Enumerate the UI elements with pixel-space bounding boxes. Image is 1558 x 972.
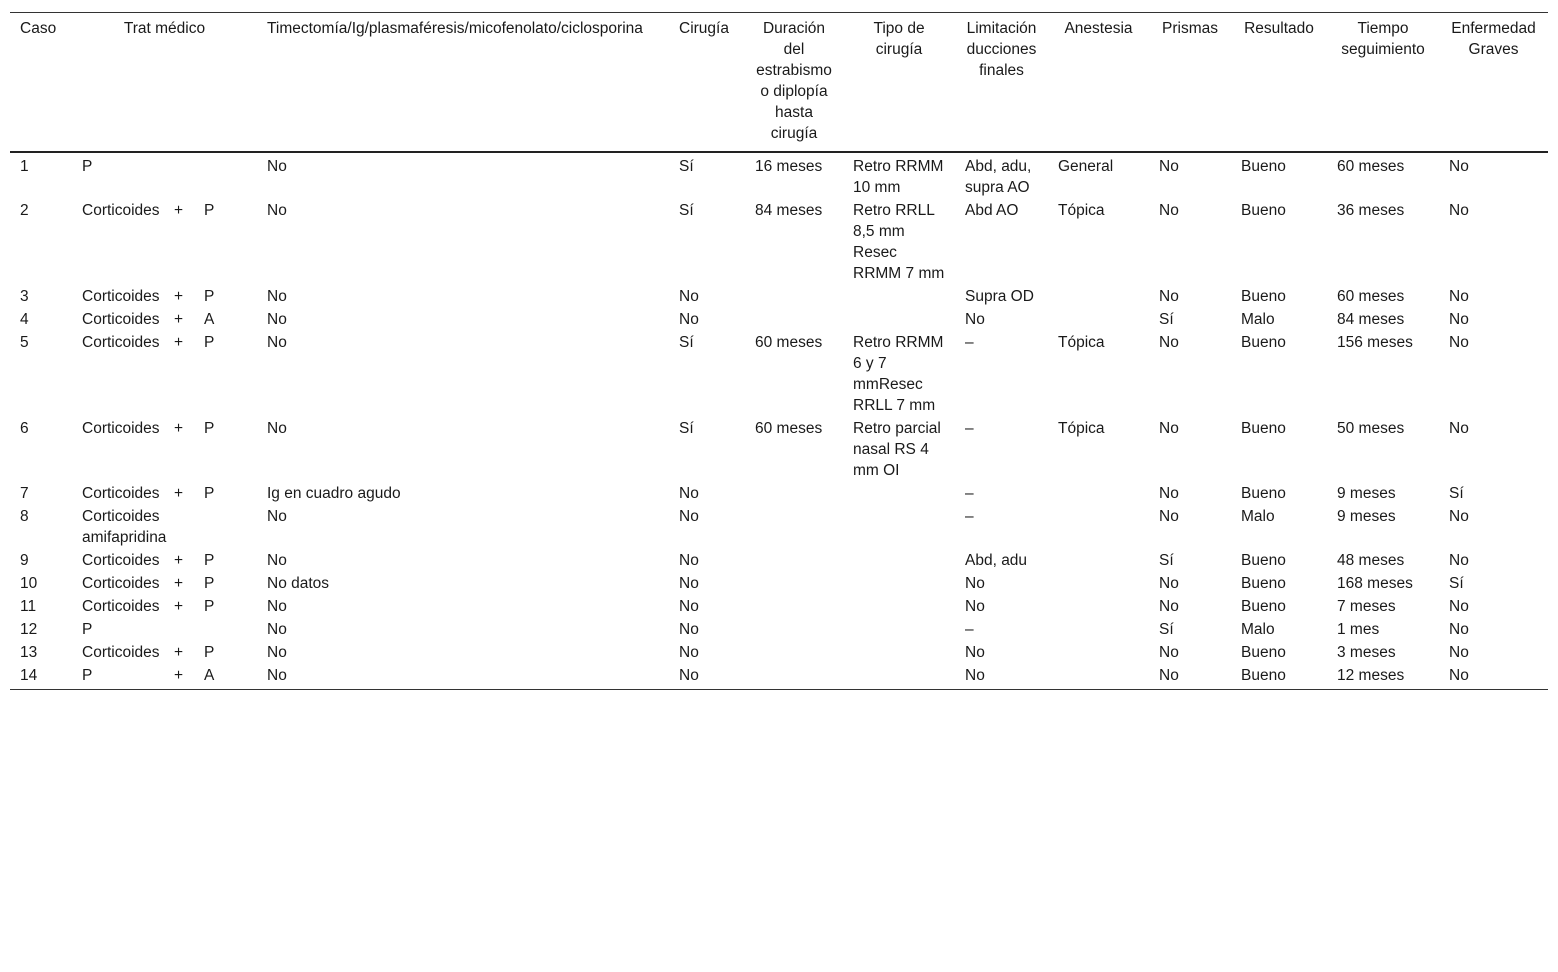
trat-plus: +: [174, 202, 184, 219]
trat-plus: +: [174, 667, 184, 684]
cell-enfermedad-graves: No: [1449, 621, 1469, 638]
cell-anestesia: [1048, 549, 1149, 572]
header-tiempo-seguimiento: Tiempo seguimiento: [1327, 13, 1439, 153]
table-row: [10, 199, 1548, 285]
cell-tiempo-seguimiento: 36 meses: [1337, 202, 1405, 219]
trat-plus: +: [174, 288, 184, 305]
cell-tiempo-seguimiento: 9 meses: [1337, 508, 1396, 525]
cell-tipo-cirugia: Retro RRMM 6 y 7 mmResec RRLL 7 mm: [853, 334, 944, 414]
header-limitacion: Limitación ducciones finales: [955, 13, 1048, 153]
trat-primary: P: [82, 158, 93, 175]
cell-duracion: [745, 572, 843, 595]
trat-primary: Corticoides amifapridina: [82, 508, 167, 546]
cell-timectomia: No: [267, 508, 287, 525]
cell-limitacion: Abd AO: [965, 202, 1019, 219]
cell-timectomia: No: [267, 644, 287, 661]
trat-secondary: P: [204, 575, 215, 592]
cell-tiempo-seguimiento: 3 meses: [1337, 644, 1396, 661]
trat-secondary: P: [204, 598, 215, 615]
cell-tipo-cirugia: [843, 482, 955, 505]
cell-trat-medico: [72, 595, 257, 618]
cell-tipo-cirugia: [843, 505, 955, 549]
cell-resultado: Bueno: [1241, 575, 1286, 592]
cell-caso: 1: [20, 158, 29, 175]
header-timectomia: Timectomía/Ig/plasmaféresis/micofenolato/ciclosporina: [257, 13, 669, 153]
cell-tiempo-seguimiento: 48 meses: [1337, 552, 1405, 569]
cell-resultado: Bueno: [1241, 598, 1286, 615]
cell-trat-medico: [72, 331, 257, 417]
cell-anestesia: Tópica: [1058, 420, 1105, 437]
cell-limitacion: Abd, adu, supra AO: [965, 158, 1032, 196]
cell-cirugia: Sí: [679, 420, 694, 437]
cell-cirugia: No: [679, 311, 699, 328]
header-trat-medico: Trat médico: [72, 13, 257, 153]
cell-trat-medico: [72, 572, 257, 595]
cell-tiempo-seguimiento: 84 meses: [1337, 311, 1405, 328]
cell-trat-medico: [72, 641, 257, 664]
trat-secondary: P: [204, 644, 215, 661]
cell-limitacion: No: [965, 575, 985, 592]
cell-limitacion: No: [955, 664, 1048, 690]
cell-caso: 8: [20, 508, 29, 525]
cell-anestesia: [1048, 595, 1149, 618]
table-row: [10, 417, 1548, 482]
cell-trat-medico: [72, 505, 257, 549]
cell-prismas: No: [1159, 158, 1179, 175]
table-row: [10, 641, 1548, 664]
trat-plus: +: [174, 552, 184, 569]
table-body: [10, 152, 1548, 690]
trat-secondary: P: [204, 485, 215, 502]
table-row: [10, 285, 1548, 308]
cell-caso: 2: [20, 202, 29, 219]
cell-anestesia: [1048, 618, 1149, 641]
cell-cirugia: No: [679, 644, 699, 661]
cell-anestesia: [1048, 308, 1149, 331]
cell-tipo-cirugia: [843, 549, 955, 572]
cell-prismas: Sí: [1159, 311, 1174, 328]
cell-caso: 13: [20, 644, 38, 661]
trat-primary: Corticoides: [82, 334, 160, 351]
cell-cirugia: Sí: [679, 202, 694, 219]
trat-plus: +: [174, 598, 184, 615]
cell-duracion: [745, 618, 843, 641]
cell-trat-medico: [72, 549, 257, 572]
cell-prismas: No: [1159, 334, 1179, 351]
cell-limitacion: –: [965, 621, 974, 638]
cell-trat-medico: [72, 308, 257, 331]
header-anestesia: Anestesia: [1048, 13, 1149, 153]
table-container: [10, 12, 1548, 690]
cell-cirugia: No: [679, 508, 699, 525]
cell-timectomia: No: [267, 334, 287, 351]
cell-duracion: 84 meses: [755, 202, 823, 219]
cell-enfermedad-graves: Sí: [1449, 485, 1464, 502]
trat-primary: P: [82, 667, 93, 684]
cell-tipo-cirugia: [843, 618, 955, 641]
cell-tipo-cirugia: Retro RRMM 10 mm: [853, 158, 944, 196]
trat-secondary: A: [204, 667, 215, 684]
table-row: [10, 308, 1548, 331]
header-caso: Caso: [10, 13, 72, 153]
trat-secondary: P: [204, 334, 215, 351]
trat-primary: Corticoides: [82, 552, 160, 569]
trat-secondary: P: [204, 202, 215, 219]
cell-trat-medico: [72, 664, 257, 690]
cell-tipo-cirugia: [843, 572, 955, 595]
trat-plus: +: [174, 334, 184, 351]
trat-secondary: P: [204, 552, 215, 569]
cell-enfermedad-graves: No: [1449, 644, 1469, 661]
cell-limitacion: No: [965, 644, 985, 661]
cell-enfermedad-graves: No: [1449, 508, 1469, 525]
table-row: [10, 572, 1548, 595]
cell-prismas: No: [1159, 598, 1179, 615]
cell-trat-medico: [72, 618, 257, 641]
trat-primary: Corticoides: [82, 420, 160, 437]
cell-limitacion: No: [965, 311, 985, 328]
trat-primary: Corticoides: [82, 202, 160, 219]
cell-tiempo-seguimiento: 7 meses: [1337, 598, 1396, 615]
trat-plus: [174, 619, 204, 640]
header-resultado: Resultado: [1231, 13, 1327, 153]
cell-cirugia: Sí: [679, 158, 694, 175]
cell-timectomia: No: [257, 664, 669, 690]
cell-duracion: [745, 549, 843, 572]
cell-tiempo-seguimiento: 168 meses: [1337, 575, 1413, 592]
table-row: [10, 618, 1548, 641]
cell-duracion: [745, 595, 843, 618]
cell-prismas: No: [1159, 644, 1179, 661]
cell-resultado: Bueno: [1241, 334, 1286, 351]
cell-prismas: No: [1149, 664, 1231, 690]
cell-timectomia: No: [267, 158, 287, 175]
cell-duracion: 60 meses: [755, 420, 823, 437]
cell-limitacion: –: [965, 420, 974, 437]
cell-caso: 9: [20, 552, 29, 569]
cell-duracion: [745, 664, 843, 690]
table-row: [10, 549, 1548, 572]
cell-anestesia: [1048, 641, 1149, 664]
cell-anestesia: [1048, 664, 1149, 690]
cell-cirugia: No: [679, 621, 699, 638]
cell-cirugia: No: [669, 664, 745, 690]
cell-tiempo-seguimiento: 9 meses: [1337, 485, 1396, 502]
header-duracion: Duración del estrabismo o diplopía hasta cirugía: [745, 13, 843, 153]
cell-resultado: Malo: [1241, 508, 1275, 525]
cell-caso: 11: [20, 598, 37, 615]
cell-caso: 5: [20, 334, 29, 351]
cell-caso: 3: [20, 288, 29, 305]
cell-tipo-cirugia: [843, 664, 955, 690]
trat-plus: +: [174, 575, 184, 592]
trat-plus: +: [174, 420, 184, 437]
table-row: [10, 482, 1548, 505]
trat-secondary: P: [204, 420, 215, 437]
cell-anestesia: Tópica: [1058, 202, 1105, 219]
cell-timectomia: No: [267, 552, 287, 569]
cell-limitacion: Abd, adu: [965, 552, 1028, 569]
cell-cirugia: No: [679, 288, 699, 305]
trat-plus: [174, 506, 204, 548]
cell-prismas: No: [1159, 288, 1179, 305]
cell-trat-medico: [72, 152, 257, 199]
cell-prismas: No: [1159, 508, 1179, 525]
cell-resultado: Bueno: [1241, 552, 1286, 569]
cell-caso: 6: [20, 420, 29, 437]
cell-cirugia: No: [679, 598, 699, 615]
cell-duracion: [745, 308, 843, 331]
cell-resultado: Malo: [1241, 311, 1275, 328]
cell-trat-medico: [72, 199, 257, 285]
cell-cirugia: No: [679, 575, 699, 592]
cell-enfermedad-graves: No: [1449, 598, 1469, 615]
trat-primary: P: [82, 621, 93, 638]
header-prismas: Prismas: [1149, 13, 1231, 153]
cell-tipo-cirugia: [843, 308, 955, 331]
trat-plus: +: [174, 485, 184, 502]
cell-caso: 12: [20, 621, 38, 638]
cell-trat-medico: [72, 285, 257, 308]
header-tipo-cirugia: Tipo de cirugía: [843, 13, 955, 153]
cell-timectomia: No: [267, 202, 287, 219]
cell-enfermedad-graves: Sí: [1449, 575, 1464, 592]
cell-limitacion: –: [965, 334, 974, 351]
cell-duracion: 16 meses: [755, 158, 823, 175]
cell-trat-medico: [72, 417, 257, 482]
trat-primary: Corticoides: [82, 644, 160, 661]
trat-plus: +: [174, 311, 184, 328]
cell-enfermedad-graves: No: [1449, 158, 1469, 175]
cell-cirugia: No: [679, 552, 699, 569]
cell-resultado: Bueno: [1231, 664, 1327, 690]
table-row: [10, 664, 1548, 690]
cell-prismas: No: [1159, 202, 1179, 219]
cell-limitacion: –: [965, 485, 974, 502]
cell-tiempo-seguimiento: 156 meses: [1337, 334, 1413, 351]
cell-cirugia: No: [679, 485, 699, 502]
table-row: [10, 331, 1548, 417]
cell-trat-medico: [72, 482, 257, 505]
cell-anestesia: [1048, 505, 1149, 549]
trat-secondary: P: [204, 288, 215, 305]
cell-timectomia: No: [267, 311, 287, 328]
cell-timectomia: No: [267, 288, 287, 305]
trat-primary: Corticoides: [82, 288, 160, 305]
cell-tipo-cirugia: Retro parcial nasal RS 4 mm OI: [853, 420, 941, 479]
cell-timectomia: No: [267, 621, 287, 638]
trat-secondary: A: [204, 311, 215, 328]
cell-duracion: [745, 505, 843, 549]
cell-prismas: No: [1159, 485, 1179, 502]
cell-duracion: [745, 285, 843, 308]
cell-enfermedad-graves: No: [1449, 420, 1469, 437]
cell-resultado: Bueno: [1241, 202, 1286, 219]
trat-primary: Corticoides: [82, 485, 160, 502]
cell-tiempo-seguimiento: 50 meses: [1337, 420, 1405, 437]
cell-enfermedad-graves: No: [1449, 311, 1469, 328]
cell-resultado: Bueno: [1241, 420, 1286, 437]
cell-anestesia: General: [1058, 158, 1114, 175]
trat-primary: Corticoides: [82, 575, 160, 592]
trat-plus: +: [174, 644, 184, 661]
cell-limitacion: –: [965, 508, 974, 525]
cell-timectomia: No datos: [267, 575, 330, 592]
cell-prismas: No: [1159, 575, 1179, 592]
cell-timectomia: No: [267, 598, 287, 615]
cell-timectomia: Ig en cuadro agudo: [267, 485, 401, 502]
cell-tiempo-seguimiento: 60 meses: [1337, 288, 1405, 305]
cell-resultado: Bueno: [1241, 485, 1286, 502]
cell-timectomia: No: [267, 420, 287, 437]
trat-primary: Corticoides: [82, 311, 160, 328]
header-enfermedad-graves: Enfermedad Graves: [1439, 13, 1548, 153]
cell-limitacion: Supra OD: [965, 288, 1034, 305]
cell-duracion: [745, 641, 843, 664]
cell-anestesia: [1048, 482, 1149, 505]
cell-tiempo-seguimiento: 1 mes: [1337, 621, 1380, 638]
cell-resultado: Bueno: [1241, 288, 1286, 305]
cell-duracion: [745, 482, 843, 505]
cell-caso: 14: [10, 664, 72, 690]
cell-tiempo-seguimiento: 60 meses: [1337, 158, 1405, 175]
cell-enfermedad-graves: No: [1449, 288, 1469, 305]
cell-caso: 10: [20, 575, 38, 592]
table-row: [10, 152, 1548, 199]
cell-cirugia: Sí: [679, 334, 694, 351]
cell-anestesia: [1048, 572, 1149, 595]
cell-enfermedad-graves: No: [1449, 334, 1469, 351]
cell-tipo-cirugia: [843, 285, 955, 308]
trat-primary: Corticoides: [82, 598, 160, 615]
cell-caso: 4: [20, 311, 29, 328]
table-row: [10, 595, 1548, 618]
cell-enfermedad-graves: No: [1449, 552, 1469, 569]
cell-limitacion: No: [965, 598, 985, 615]
header-cirugia: Cirugía: [669, 13, 745, 153]
cell-prismas: Sí: [1159, 621, 1174, 638]
cell-caso: 7: [20, 485, 29, 502]
cell-anestesia: [1048, 285, 1149, 308]
cell-enfermedad-graves: No: [1439, 664, 1548, 690]
cell-resultado: Bueno: [1241, 158, 1286, 175]
clinical-cases-table: [10, 12, 1548, 690]
table-row: [10, 505, 1548, 549]
trat-plus: [174, 156, 204, 177]
cell-tipo-cirugia: [843, 641, 955, 664]
cell-prismas: No: [1159, 420, 1179, 437]
cell-prismas: Sí: [1159, 552, 1174, 569]
cell-tiempo-seguimiento: 12 meses: [1327, 664, 1439, 690]
cell-anestesia: Tópica: [1058, 334, 1105, 351]
cell-tipo-cirugia: [843, 595, 955, 618]
cell-enfermedad-graves: No: [1449, 202, 1469, 219]
cell-resultado: Bueno: [1241, 644, 1286, 661]
cell-resultado: Malo: [1241, 621, 1275, 638]
cell-duracion: 60 meses: [755, 334, 823, 351]
cell-tipo-cirugia: Retro RRLL 8,5 mm Resec RRMM 7 mm: [853, 202, 945, 282]
table-header-row: [10, 13, 1548, 153]
